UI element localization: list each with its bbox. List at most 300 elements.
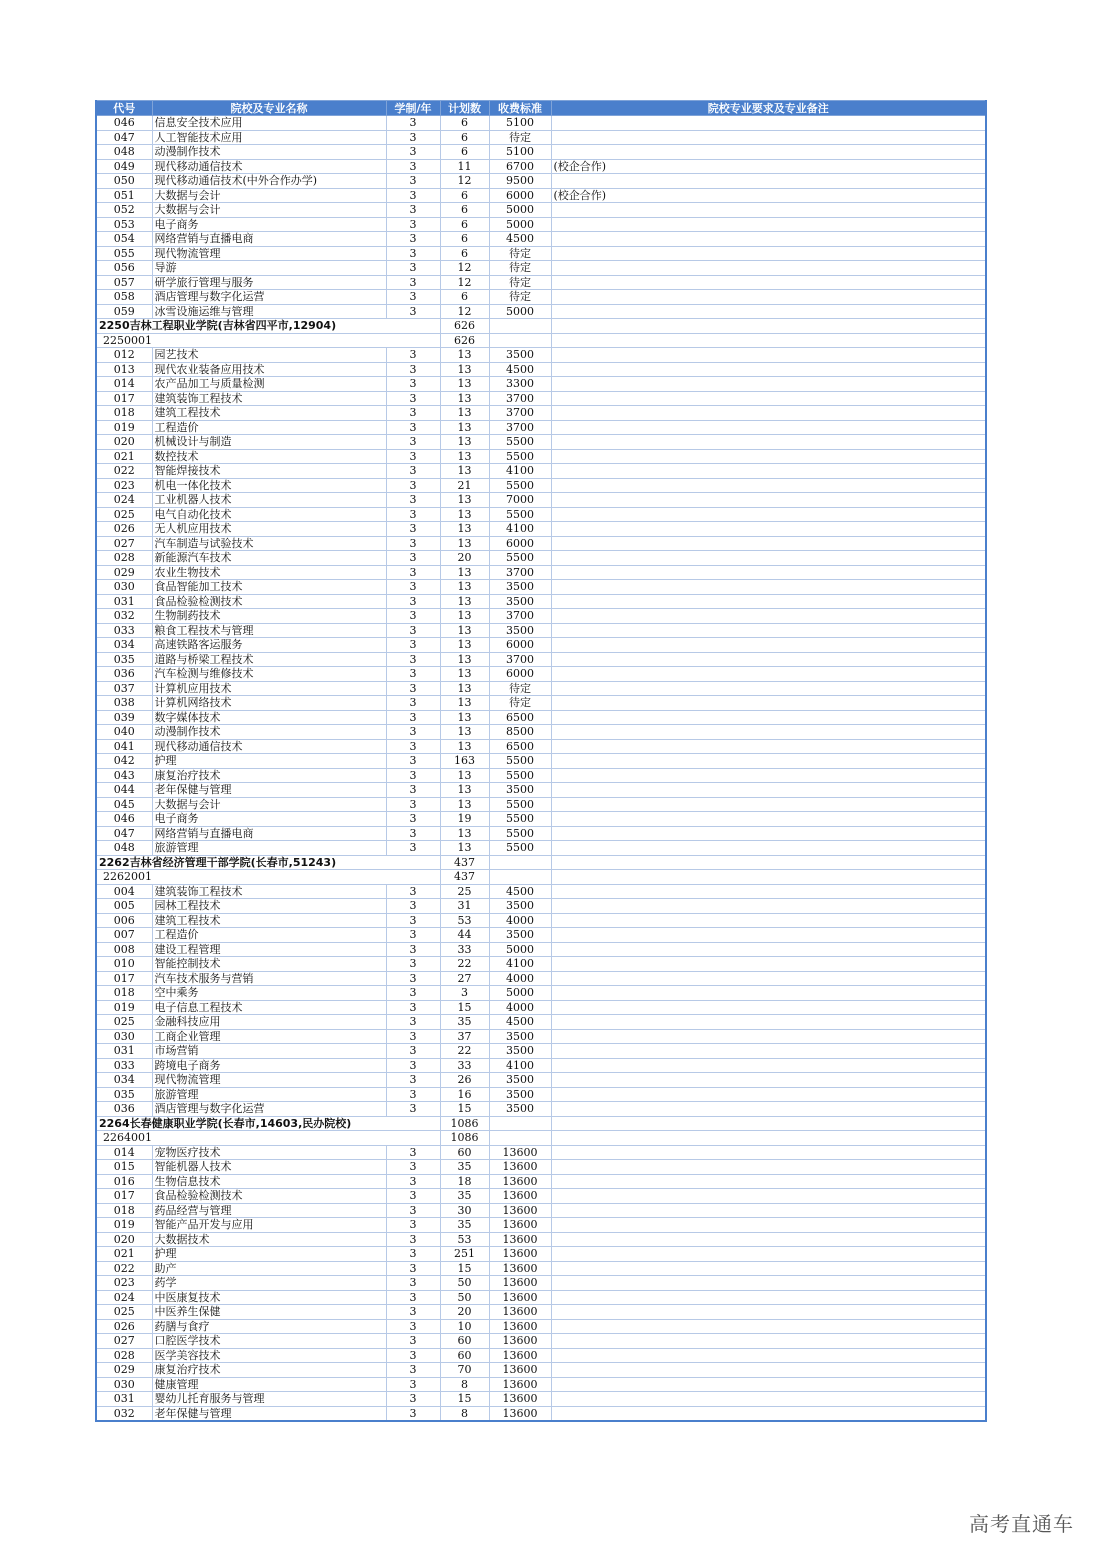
- major-years: 3: [386, 638, 440, 653]
- major-years: 3: [386, 536, 440, 551]
- major-plan-count: 70: [440, 1363, 489, 1378]
- major-name: 高速铁路客运服务: [152, 638, 386, 653]
- major-notes: [551, 420, 986, 435]
- major-code: 017: [96, 391, 152, 406]
- major-notes: [551, 942, 986, 957]
- major-row: [96, 449, 986, 464]
- major-code: 020: [96, 435, 152, 450]
- major-row: [96, 1319, 986, 1334]
- major-plan-count: 13: [440, 652, 489, 667]
- major-row: [96, 1218, 986, 1233]
- major-fee: 4500: [489, 232, 551, 247]
- major-code: 029: [96, 1363, 152, 1378]
- major-fee: 6000: [489, 188, 551, 203]
- major-fee: 3700: [489, 391, 551, 406]
- major-code: 018: [96, 986, 152, 1001]
- major-plan-count: 6: [440, 203, 489, 218]
- group-fee-empty: [489, 870, 551, 885]
- major-row: [96, 304, 986, 319]
- major-row: [96, 681, 986, 696]
- major-code: 048: [96, 145, 152, 160]
- major-name: 建筑工程技术: [152, 913, 386, 928]
- major-plan-count: 13: [440, 449, 489, 464]
- major-years: 3: [386, 1392, 440, 1407]
- major-fee: 13600: [489, 1261, 551, 1276]
- major-years: 3: [386, 652, 440, 667]
- major-years: 3: [386, 1319, 440, 1334]
- major-years: 3: [386, 1218, 440, 1233]
- major-code: 006: [96, 913, 152, 928]
- major-plan-count: 15: [440, 1000, 489, 1015]
- major-years: 3: [386, 217, 440, 232]
- major-fee: 4100: [489, 1058, 551, 1073]
- major-years: 3: [386, 942, 440, 957]
- major-years: 3: [386, 1000, 440, 1015]
- major-name: 中医康复技术: [152, 1290, 386, 1305]
- major-name: 中医养生保健: [152, 1305, 386, 1320]
- major-name: 药膳与食疗: [152, 1319, 386, 1334]
- major-row: [96, 1029, 986, 1044]
- major-notes: [551, 551, 986, 566]
- major-plan-count: 13: [440, 391, 489, 406]
- major-years: 3: [386, 899, 440, 914]
- major-name: 机电一体化技术: [152, 478, 386, 493]
- table-header-row: [96, 101, 986, 116]
- major-years: 3: [386, 725, 440, 740]
- major-plan-count: 13: [440, 826, 489, 841]
- major-row: [96, 565, 986, 580]
- major-row: [96, 623, 986, 638]
- major-notes: (校企合作): [551, 188, 986, 203]
- major-plan-count: 13: [440, 507, 489, 522]
- major-row: [96, 1305, 986, 1320]
- major-fee: 待定: [489, 696, 551, 711]
- major-years: 3: [386, 768, 440, 783]
- major-row: [96, 812, 986, 827]
- major-row: [96, 174, 986, 189]
- major-years: 3: [386, 391, 440, 406]
- major-name: 动漫制作技术: [152, 725, 386, 740]
- major-row: [96, 406, 986, 421]
- major-code: 017: [96, 1189, 152, 1204]
- major-years: 3: [386, 232, 440, 247]
- school-name: 2264长春健康职业学院(长春市,14603,民办院校): [96, 1116, 440, 1131]
- major-notes: [551, 1319, 986, 1334]
- major-name: 现代物流管理: [152, 246, 386, 261]
- major-years: 3: [386, 1203, 440, 1218]
- major-name: 跨境电子商务: [152, 1058, 386, 1073]
- major-code: 019: [96, 1000, 152, 1015]
- major-name: 医学美容技术: [152, 1348, 386, 1363]
- major-years: 3: [386, 609, 440, 624]
- major-fee: 3500: [489, 1087, 551, 1102]
- major-notes: [551, 1261, 986, 1276]
- major-plan-count: 6: [440, 290, 489, 305]
- major-years: 3: [386, 1290, 440, 1305]
- major-name: 工程造价: [152, 420, 386, 435]
- major-code: 047: [96, 130, 152, 145]
- major-name: 电子商务: [152, 812, 386, 827]
- major-name: 大数据技术: [152, 1232, 386, 1247]
- major-fee: 4000: [489, 971, 551, 986]
- major-row: [96, 391, 986, 406]
- major-plan-count: 22: [440, 1044, 489, 1059]
- major-name: 老年保健与管理: [152, 1406, 386, 1421]
- major-name: 导游: [152, 261, 386, 276]
- major-notes: [551, 290, 986, 305]
- major-fee: 13600: [489, 1334, 551, 1349]
- major-code: 025: [96, 507, 152, 522]
- major-plan-count: 13: [440, 493, 489, 508]
- major-notes: [551, 145, 986, 160]
- major-row: [96, 1203, 986, 1218]
- major-row: [96, 435, 986, 450]
- major-years: 3: [386, 1102, 440, 1117]
- major-years: 3: [386, 1334, 440, 1349]
- major-notes: [551, 1406, 986, 1421]
- group-row: [96, 333, 986, 348]
- major-fee: 3500: [489, 1073, 551, 1088]
- major-fee: 5500: [489, 449, 551, 464]
- major-plan-count: 18: [440, 1174, 489, 1189]
- major-notes: [551, 913, 986, 928]
- school-notes-empty: [551, 1116, 986, 1131]
- major-notes: [551, 391, 986, 406]
- major-years: 3: [386, 565, 440, 580]
- major-name: 婴幼儿托育服务与管理: [152, 1392, 386, 1407]
- major-row: [96, 464, 986, 479]
- major-years: 3: [386, 362, 440, 377]
- major-name: 工商企业管理: [152, 1029, 386, 1044]
- major-name: 数控技术: [152, 449, 386, 464]
- major-notes: [551, 449, 986, 464]
- major-years: 3: [386, 377, 440, 392]
- major-notes: [551, 377, 986, 392]
- major-name: 动漫制作技术: [152, 145, 386, 160]
- major-years: 3: [386, 493, 440, 508]
- major-name: 酒店管理与数字化运营: [152, 1102, 386, 1117]
- major-row: [96, 667, 986, 682]
- major-code: 031: [96, 1392, 152, 1407]
- major-notes: [551, 435, 986, 450]
- major-code: 032: [96, 609, 152, 624]
- school-plan-total: 1086: [440, 1116, 489, 1131]
- major-code: 013: [96, 362, 152, 377]
- major-row: [96, 420, 986, 435]
- major-plan-count: 50: [440, 1276, 489, 1291]
- header-notes: 院校专业要求及专业备注: [551, 101, 986, 116]
- major-years: 3: [386, 522, 440, 537]
- major-name: 护理: [152, 754, 386, 769]
- major-name: 旅游管理: [152, 841, 386, 856]
- major-row: [96, 1247, 986, 1262]
- major-notes: [551, 1334, 986, 1349]
- major-code: 047: [96, 826, 152, 841]
- major-years: 3: [386, 435, 440, 450]
- group-plan-total: 437: [440, 870, 489, 885]
- major-fee: 13600: [489, 1276, 551, 1291]
- major-fee: 13600: [489, 1305, 551, 1320]
- major-plan-count: 6: [440, 246, 489, 261]
- major-row: [96, 1102, 986, 1117]
- major-years: 3: [386, 1377, 440, 1392]
- major-notes: [551, 986, 986, 1001]
- major-notes: [551, 812, 986, 827]
- major-plan-count: 60: [440, 1145, 489, 1160]
- major-name: 旅游管理: [152, 1087, 386, 1102]
- major-notes: [551, 1029, 986, 1044]
- major-row: [96, 159, 986, 174]
- major-row: [96, 1015, 986, 1030]
- school-row: [96, 855, 986, 870]
- major-code: 035: [96, 1087, 152, 1102]
- major-years: 3: [386, 130, 440, 145]
- major-notes: [551, 464, 986, 479]
- major-plan-count: 13: [440, 638, 489, 653]
- major-name: 金融科技应用: [152, 1015, 386, 1030]
- major-plan-count: 6: [440, 116, 489, 131]
- major-fee: 5000: [489, 203, 551, 218]
- major-fee: 6000: [489, 667, 551, 682]
- major-row: [96, 130, 986, 145]
- major-code: 057: [96, 275, 152, 290]
- major-plan-count: 12: [440, 304, 489, 319]
- major-fee: 3500: [489, 623, 551, 638]
- major-notes: [551, 1189, 986, 1204]
- major-plan-count: 8: [440, 1406, 489, 1421]
- major-fee: 4500: [489, 884, 551, 899]
- major-notes: [551, 217, 986, 232]
- major-row: [96, 1276, 986, 1291]
- major-plan-count: 13: [440, 696, 489, 711]
- major-years: 3: [386, 826, 440, 841]
- major-plan-count: 44: [440, 928, 489, 943]
- major-name: 健康管理: [152, 1377, 386, 1392]
- major-name: 建设工程管理: [152, 942, 386, 957]
- major-row: [96, 986, 986, 1001]
- major-years: 3: [386, 406, 440, 421]
- major-years: 3: [386, 580, 440, 595]
- major-years: 3: [386, 594, 440, 609]
- major-fee: 3500: [489, 1044, 551, 1059]
- major-fee: 3500: [489, 783, 551, 798]
- major-notes: [551, 1015, 986, 1030]
- major-code: 028: [96, 1348, 152, 1363]
- major-years: 3: [386, 507, 440, 522]
- major-fee: 5000: [489, 942, 551, 957]
- major-row: [96, 246, 986, 261]
- major-row: [96, 377, 986, 392]
- major-plan-count: 6: [440, 217, 489, 232]
- major-notes: (校企合作): [551, 159, 986, 174]
- major-name: 空中乘务: [152, 986, 386, 1001]
- major-notes: [551, 768, 986, 783]
- major-code: 042: [96, 754, 152, 769]
- major-years: 3: [386, 971, 440, 986]
- major-code: 044: [96, 783, 152, 798]
- major-fee: 3700: [489, 406, 551, 421]
- major-years: 3: [386, 1044, 440, 1059]
- major-notes: [551, 1232, 986, 1247]
- major-code: 014: [96, 377, 152, 392]
- group-fee-empty: [489, 1131, 551, 1146]
- major-row: [96, 362, 986, 377]
- major-fee: 13600: [489, 1189, 551, 1204]
- major-notes: [551, 580, 986, 595]
- major-notes: [551, 304, 986, 319]
- major-notes: [551, 1102, 986, 1117]
- major-fee: 3700: [489, 420, 551, 435]
- major-code: 055: [96, 246, 152, 261]
- major-fee: 5500: [489, 507, 551, 522]
- major-fee: 13600: [489, 1319, 551, 1334]
- major-notes: [551, 652, 986, 667]
- major-notes: [551, 957, 986, 972]
- major-code: 014: [96, 1145, 152, 1160]
- major-notes: [551, 710, 986, 725]
- school-row: [96, 1116, 986, 1131]
- header-fee: 收费标准: [489, 101, 551, 116]
- major-years: 3: [386, 986, 440, 1001]
- major-fee: 6500: [489, 710, 551, 725]
- major-code: 022: [96, 464, 152, 479]
- major-row: [96, 1073, 986, 1088]
- major-name: 电子信息工程技术: [152, 1000, 386, 1015]
- major-years: 3: [386, 275, 440, 290]
- major-fee: 13600: [489, 1406, 551, 1421]
- major-name: 大数据与会计: [152, 797, 386, 812]
- major-years: 3: [386, 159, 440, 174]
- major-fee: 3500: [489, 1102, 551, 1117]
- major-row: [96, 638, 986, 653]
- major-name: 信息安全技术应用: [152, 116, 386, 131]
- major-fee: 4000: [489, 913, 551, 928]
- major-code: 037: [96, 681, 152, 696]
- major-years: 3: [386, 1029, 440, 1044]
- major-code: 036: [96, 667, 152, 682]
- major-fee: 待定: [489, 246, 551, 261]
- major-name: 市场营销: [152, 1044, 386, 1059]
- major-row: [96, 594, 986, 609]
- major-fee: 5100: [489, 145, 551, 160]
- major-row: [96, 768, 986, 783]
- major-years: 3: [386, 841, 440, 856]
- major-name: 园艺技术: [152, 348, 386, 363]
- major-fee: 13600: [489, 1247, 551, 1262]
- major-fee: 5500: [489, 478, 551, 493]
- major-years: 3: [386, 174, 440, 189]
- major-years: 3: [386, 1261, 440, 1276]
- major-code: 026: [96, 1319, 152, 1334]
- major-plan-count: 27: [440, 971, 489, 986]
- school-notes-empty: [551, 319, 986, 334]
- major-code: 031: [96, 1044, 152, 1059]
- major-row: [96, 116, 986, 131]
- major-row: [96, 1363, 986, 1378]
- major-years: 3: [386, 145, 440, 160]
- major-name: 电气自动化技术: [152, 507, 386, 522]
- major-fee: 7000: [489, 493, 551, 508]
- major-code: 015: [96, 1160, 152, 1175]
- major-plan-count: 30: [440, 1203, 489, 1218]
- major-years: 3: [386, 739, 440, 754]
- major-code: 004: [96, 884, 152, 899]
- major-row: [96, 942, 986, 957]
- major-row: [96, 261, 986, 276]
- major-name: 建筑装饰工程技术: [152, 884, 386, 899]
- major-name: 康复治疗技术: [152, 1363, 386, 1378]
- major-notes: [551, 1377, 986, 1392]
- major-plan-count: 13: [440, 536, 489, 551]
- major-years: 3: [386, 812, 440, 827]
- major-row: [96, 1044, 986, 1059]
- major-fee: 5000: [489, 217, 551, 232]
- major-code: 007: [96, 928, 152, 943]
- major-years: 3: [386, 1232, 440, 1247]
- major-years: 3: [386, 464, 440, 479]
- major-years: 3: [386, 188, 440, 203]
- major-plan-count: 50: [440, 1290, 489, 1305]
- major-plan-count: 13: [440, 623, 489, 638]
- major-row: [96, 275, 986, 290]
- major-plan-count: 13: [440, 768, 489, 783]
- major-plan-count: 12: [440, 174, 489, 189]
- major-fee: 5000: [489, 304, 551, 319]
- major-name: 大数据与会计: [152, 188, 386, 203]
- major-plan-count: 13: [440, 609, 489, 624]
- major-name: 网络营销与直播电商: [152, 826, 386, 841]
- major-name: 食品智能加工技术: [152, 580, 386, 595]
- major-notes: [551, 1203, 986, 1218]
- major-plan-count: 11: [440, 159, 489, 174]
- major-plan-count: 3: [440, 986, 489, 1001]
- major-row: [96, 1174, 986, 1189]
- major-row: [96, 1392, 986, 1407]
- major-fee: 3500: [489, 928, 551, 943]
- header-plan: 计划数: [440, 101, 489, 116]
- major-plan-count: 33: [440, 1058, 489, 1073]
- major-plan-count: 13: [440, 406, 489, 421]
- major-code: 027: [96, 536, 152, 551]
- school-name: 2250吉林工程职业学院(吉林省四平市,12904): [96, 319, 440, 334]
- major-name: 老年保健与管理: [152, 783, 386, 798]
- group-notes-empty: [551, 333, 986, 348]
- major-row: [96, 507, 986, 522]
- major-name: 助产: [152, 1261, 386, 1276]
- major-plan-count: 8: [440, 1377, 489, 1392]
- major-plan-count: 31: [440, 899, 489, 914]
- header-code: 代号: [96, 101, 152, 116]
- major-notes: [551, 797, 986, 812]
- major-plan-count: 6: [440, 145, 489, 160]
- major-fee: 3700: [489, 565, 551, 580]
- major-code: 036: [96, 1102, 152, 1117]
- major-fee: 6000: [489, 536, 551, 551]
- major-notes: [551, 1087, 986, 1102]
- school-plan-total: 626: [440, 319, 489, 334]
- major-notes: [551, 899, 986, 914]
- major-years: 3: [386, 449, 440, 464]
- major-years: 3: [386, 1247, 440, 1262]
- major-fee: 5500: [489, 551, 551, 566]
- major-plan-count: 60: [440, 1348, 489, 1363]
- major-years: 3: [386, 1189, 440, 1204]
- major-years: 3: [386, 551, 440, 566]
- major-fee: 5500: [489, 435, 551, 450]
- major-plan-count: 20: [440, 551, 489, 566]
- major-name: 宠物医疗技术: [152, 1145, 386, 1160]
- group-code: 2264001: [96, 1131, 440, 1146]
